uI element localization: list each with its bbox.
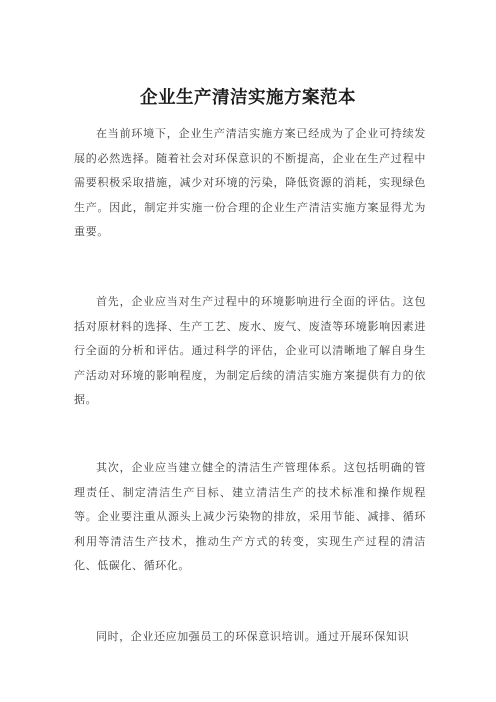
paragraph-4: 同时，企业还应加强员工的环保意识培训。通过开展环保知识 bbox=[96, 630, 410, 643]
document-title: 企业生产清洁实施方案范本 bbox=[140, 88, 356, 108]
paragraph-3: 其次，企业应当建立健全的清洁生产管理体系。这包括明确的管理责任、制定清洁生产目标、建立清洁生产的技术标准和操作规程等。企业要注重从源头上减少污染物的排放，采用节能、减排、循环利用等清洁生产技术，推动生产方式的转变，实现生产过程的清洁化、低碳化、循环化。 bbox=[74, 461, 426, 573]
paragraph-1: 在当前环境下，企业生产清洁实施方案已经成为了企业可持续发展的必然选择。随着社会对环保意识的不断提高，企业在生产过程中需要积极采取措施，减少对环境的污染，降低资源的消耗，实现绿色生产。因此，制定并实施一份合理的企业生产清洁实施方案显得尤为重要。 bbox=[74, 127, 426, 239]
paragraph-2: 首先，企业应当对生产过程中的环境影响进行全面的评估。这包括对原材料的选择、生产工艺、废水、废气、废渣等环境影响因素进行全面的分析和评估。通过科学的评估，企业可以清晰地了解自身生产活动对环境的影响程度，为制定后续的清洁实施方案提供有力的依据。 bbox=[74, 295, 426, 407]
